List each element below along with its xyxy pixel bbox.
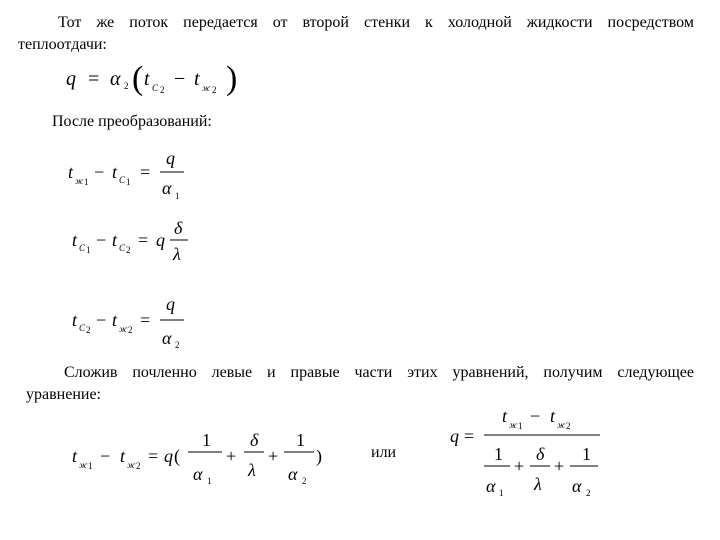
or-label: или [371, 444, 397, 461]
eq1-t2-sub: ж [202, 83, 211, 93]
equation-fluid-wall [60, 144, 200, 206]
eq6-frac1-den-sub: 1 [499, 488, 504, 498]
eq1-t2: t [194, 68, 200, 90]
eq2-num: q [166, 148, 175, 168]
eq6-q: q [450, 426, 459, 446]
equation-wall-conduction [64, 212, 204, 274]
eq2-equals: = [140, 162, 151, 182]
eq6-frac3-den-sub: 2 [586, 488, 591, 498]
eq3-den-lambda: λ [173, 244, 181, 264]
eq3-t1-sub: С [79, 243, 86, 253]
eq6-num-t1-sub1: 1 [518, 421, 523, 431]
eq6-frac2-num: δ [536, 444, 545, 464]
eq1-q: q [66, 68, 76, 90]
eq1-t2-sub2: 2 [212, 85, 217, 95]
eq5-t1-sub1: 1 [88, 461, 93, 471]
eq6-plus1: + [514, 456, 525, 476]
eq5-plus1: + [226, 446, 237, 466]
sum-text-line1: Сложив почленно левые и правые части этих уравнений, получим следующее [64, 364, 694, 381]
eq5-t1-sub: ж [79, 460, 88, 470]
eq2-t2-sub: С [119, 175, 126, 185]
after-transform-label: После преобразований: [52, 113, 212, 130]
eq3-t2: t [112, 230, 118, 250]
eq5-frac1-num: 1 [202, 430, 211, 450]
eq5-q: q [164, 446, 173, 466]
eq5-left-paren: ( [174, 446, 180, 466]
eq6-equals: = [464, 426, 475, 446]
eq6-frac3-den: α [572, 476, 582, 496]
sum-text-line2: уравнение: [26, 386, 101, 403]
eq2-t1-sub: ж [75, 176, 84, 186]
eq5-t2: t [120, 446, 126, 466]
eq2-t2: t [112, 162, 118, 182]
eq3-t1-sub1: 1 [86, 245, 91, 255]
eq6-frac1-num: 1 [494, 444, 503, 464]
eq5-t2-sub: ж [127, 460, 136, 470]
eq5-frac1-den-sub: 1 [207, 476, 212, 486]
eq2-den-alpha: α [162, 178, 172, 198]
eq5-frac3-den-sub: 2 [302, 476, 307, 486]
eq2-den-sub: 1 [175, 191, 180, 201]
eq1-t1-sub: С [152, 83, 159, 93]
eq2-t1-sub1: 1 [84, 177, 89, 187]
eq1-t1: t [144, 68, 150, 90]
eq4-t2-sub2: 2 [128, 325, 133, 335]
eq1-left-paren: ( [132, 60, 144, 97]
eq5-t2-sub2: 2 [136, 461, 141, 471]
eq3-t2-sub2: 2 [126, 245, 131, 255]
intro-paragraph-line1 [58, 12, 694, 34]
eq2-minus: − [94, 162, 105, 182]
eq4-den-sub: 2 [175, 340, 180, 350]
eq4-minus: − [96, 310, 107, 330]
eq1-right-paren: ) [226, 60, 238, 97]
eq4-t2: t [112, 310, 118, 330]
eq5-frac3-num: 1 [296, 430, 305, 450]
eq6-num-t1-sub: ж [509, 420, 518, 430]
eq6-num-t2-sub: ж [557, 420, 566, 430]
sum-paragraph-line1 [64, 362, 694, 384]
eq1-minus: − [174, 68, 186, 90]
eq5-plus2: + [268, 446, 279, 466]
equation-heat-flux [446, 402, 616, 502]
eq5-t1: t [72, 446, 78, 466]
eq5-frac1-den: α [193, 464, 203, 484]
eq3-q: q [156, 230, 165, 250]
intro-text-line1: Тот же поток передается от второй стенки к холодной жидкости посредством [58, 14, 694, 31]
eq2-t1: t [68, 162, 74, 182]
equation-wall-fluid [64, 290, 204, 356]
equation-total-temperature-drop [64, 420, 334, 495]
eq5-equals: = [148, 446, 159, 466]
eq4-t1-sub: С [79, 323, 86, 333]
eq6-num-t2-sub2: 2 [566, 421, 571, 431]
equation-heat-transfer [60, 55, 260, 100]
eq6-frac2-den: λ [534, 474, 542, 494]
eq2-t2-sub1: 1 [126, 177, 131, 187]
eq6-num-t2: t [550, 406, 556, 426]
eq6-frac1-den: α [486, 476, 496, 496]
eq1-alpha: α [110, 68, 121, 90]
eq5-frac2-num: δ [250, 430, 259, 450]
eq4-den-alpha: α [162, 328, 172, 348]
eq4-t1: t [72, 310, 78, 330]
eq1-t1-sub2: 2 [160, 85, 165, 95]
eq3-num-delta: δ [174, 218, 183, 238]
eq1-alpha-sub: 2 [124, 81, 129, 91]
eq4-equals: = [140, 310, 151, 330]
eq4-t1-sub2: 2 [86, 325, 91, 335]
intro-text-line2: теплоотдачи: [18, 36, 107, 53]
eq6-num-minus: − [530, 406, 541, 426]
eq3-minus: − [96, 230, 107, 250]
eq3-t1: t [72, 230, 78, 250]
eq3-equals: = [138, 230, 149, 250]
eq1-equals: = [88, 68, 100, 90]
eq4-num: q [166, 294, 175, 314]
eq6-frac3-num: 1 [582, 444, 591, 464]
eq5-right-paren: ) [316, 446, 322, 466]
eq5-frac2-den: λ [248, 460, 256, 480]
eq6-plus2: + [554, 456, 565, 476]
eq6-num-t1: t [502, 406, 508, 426]
eq5-minus: − [100, 446, 111, 466]
eq3-t2-sub: С [119, 243, 126, 253]
eq5-frac3-den: α [288, 464, 298, 484]
eq4-t2-sub: ж [119, 324, 128, 334]
